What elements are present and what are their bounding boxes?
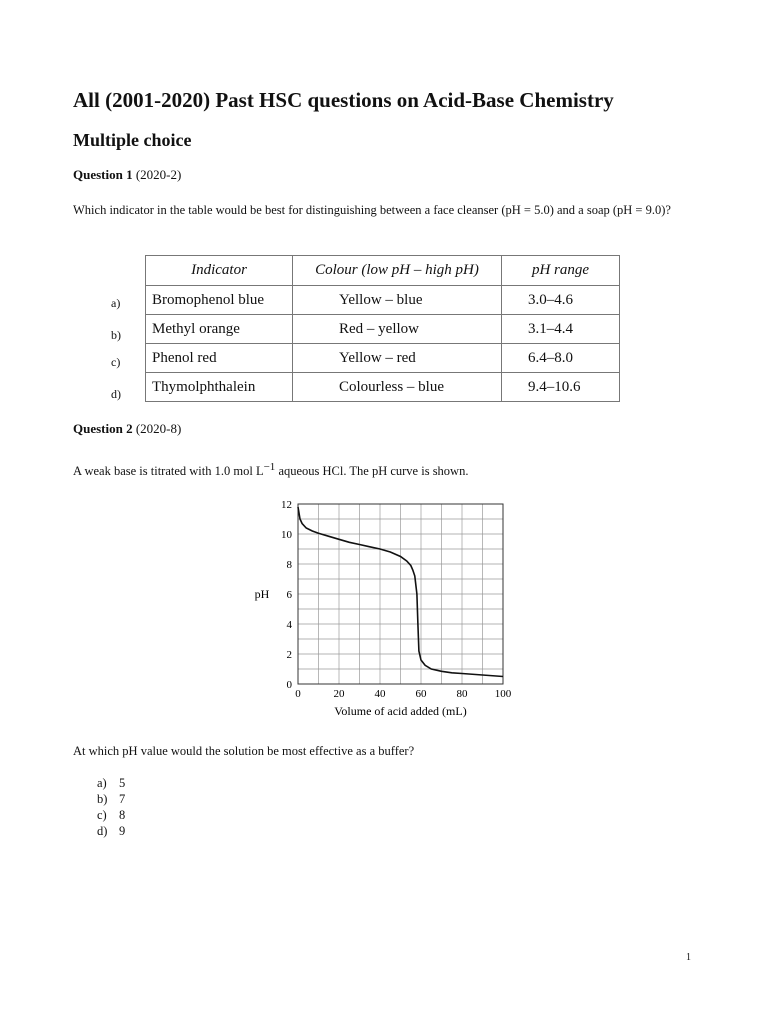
- question-2-text-start: A weak base is titrated with 1.0 mol L: [73, 464, 264, 479]
- table-row: [146, 315, 620, 344]
- x-tick-label: 0: [295, 688, 301, 700]
- table-cell: 3.0–4.6: [502, 286, 620, 315]
- table-cell: Colourless – blue: [293, 373, 502, 402]
- table-cell: 6.4–8.0: [502, 344, 620, 373]
- table-cell: Phenol red: [146, 344, 293, 373]
- option-letter: a): [97, 776, 107, 790]
- x-tick-label: 40: [374, 688, 386, 700]
- table-header: Indicator: [146, 256, 293, 286]
- option-value: 9: [119, 824, 126, 838]
- x-axis-label: Volume of acid added (mL): [334, 704, 467, 718]
- y-axis-label: pH: [254, 587, 270, 601]
- y-tick-label: 6: [286, 589, 292, 601]
- question-2-label: Question 2: [73, 421, 133, 436]
- option-letter: c): [97, 808, 107, 822]
- option-letter: b): [97, 792, 108, 806]
- table-cell: Yellow – blue: [293, 286, 502, 315]
- option-letter: c): [111, 355, 121, 369]
- y-tick-label: 8: [286, 559, 292, 571]
- answer-option-a: [97, 775, 125, 791]
- question-2-text-end: aqueous HCl. The pH curve is shown.: [275, 464, 469, 479]
- page-number: 1: [686, 952, 691, 963]
- table-row: [146, 344, 620, 373]
- option-value: 8: [119, 808, 126, 822]
- x-tick-label: 100: [494, 688, 512, 700]
- x-tick-label: 80: [456, 688, 468, 700]
- option-value: 7: [119, 792, 126, 806]
- question-2-heading: [73, 421, 181, 437]
- table-cell: Red – yellow: [293, 315, 502, 344]
- answer-option-b: [97, 791, 125, 807]
- y-tick-label: 12: [281, 499, 292, 511]
- question-2-ref: (2020-8): [135, 421, 182, 436]
- question-1-text: Which indicator in the table would be best for distinguishing between a face cleanser (pH = 5.0) and a soap (pH = 9.0)?: [73, 203, 671, 217]
- table-cell: Bromophenol blue: [146, 286, 293, 315]
- x-tick-label: 60: [415, 688, 427, 700]
- question-2-superscript: −1: [263, 461, 276, 473]
- y-tick-label: 0: [286, 679, 292, 691]
- question-2-text: [73, 459, 468, 479]
- question-1-heading: [73, 167, 181, 183]
- table-header-row: [146, 256, 620, 286]
- chart-ticks: [281, 499, 512, 700]
- table-row: [146, 373, 620, 402]
- answer-option-d: [97, 823, 125, 839]
- table-header: pH range: [502, 256, 620, 286]
- table-cell: 9.4–10.6: [502, 373, 620, 402]
- table-header: Colour (low pH – high pH): [293, 256, 502, 286]
- option-letter: d): [111, 387, 121, 401]
- option-letter: d): [97, 824, 108, 838]
- table-cell: Thymolphthalein: [146, 373, 293, 402]
- question-1-label: Question 1: [73, 167, 133, 182]
- indicator-table: [145, 255, 620, 402]
- table-row: [146, 286, 620, 315]
- x-tick-label: 20: [333, 688, 345, 700]
- table-cell: Methyl orange: [146, 315, 293, 344]
- table-cell: Yellow – red: [293, 344, 502, 373]
- option-letter: b): [111, 328, 121, 342]
- option-letter: a): [111, 296, 121, 310]
- answer-option-c: [97, 807, 125, 823]
- y-tick-label: 10: [281, 529, 292, 541]
- option-value: 5: [119, 776, 126, 790]
- y-tick-label: 2: [286, 649, 292, 661]
- chart-grid: [298, 504, 503, 684]
- table-cell: 3.1–4.4: [502, 315, 620, 344]
- ph-curve-chart: [248, 492, 523, 724]
- question-2-prompt: At which pH value would the solution be most effective as a buffer?: [73, 744, 415, 758]
- answer-options: [97, 775, 125, 839]
- y-tick-label: 4: [286, 619, 292, 631]
- page-title: All (2001-2020) Past HSC questions on Acid-Base Chemistry: [73, 88, 614, 112]
- question-1-ref: (2020-2): [135, 167, 182, 182]
- section-heading: Multiple choice: [73, 130, 192, 150]
